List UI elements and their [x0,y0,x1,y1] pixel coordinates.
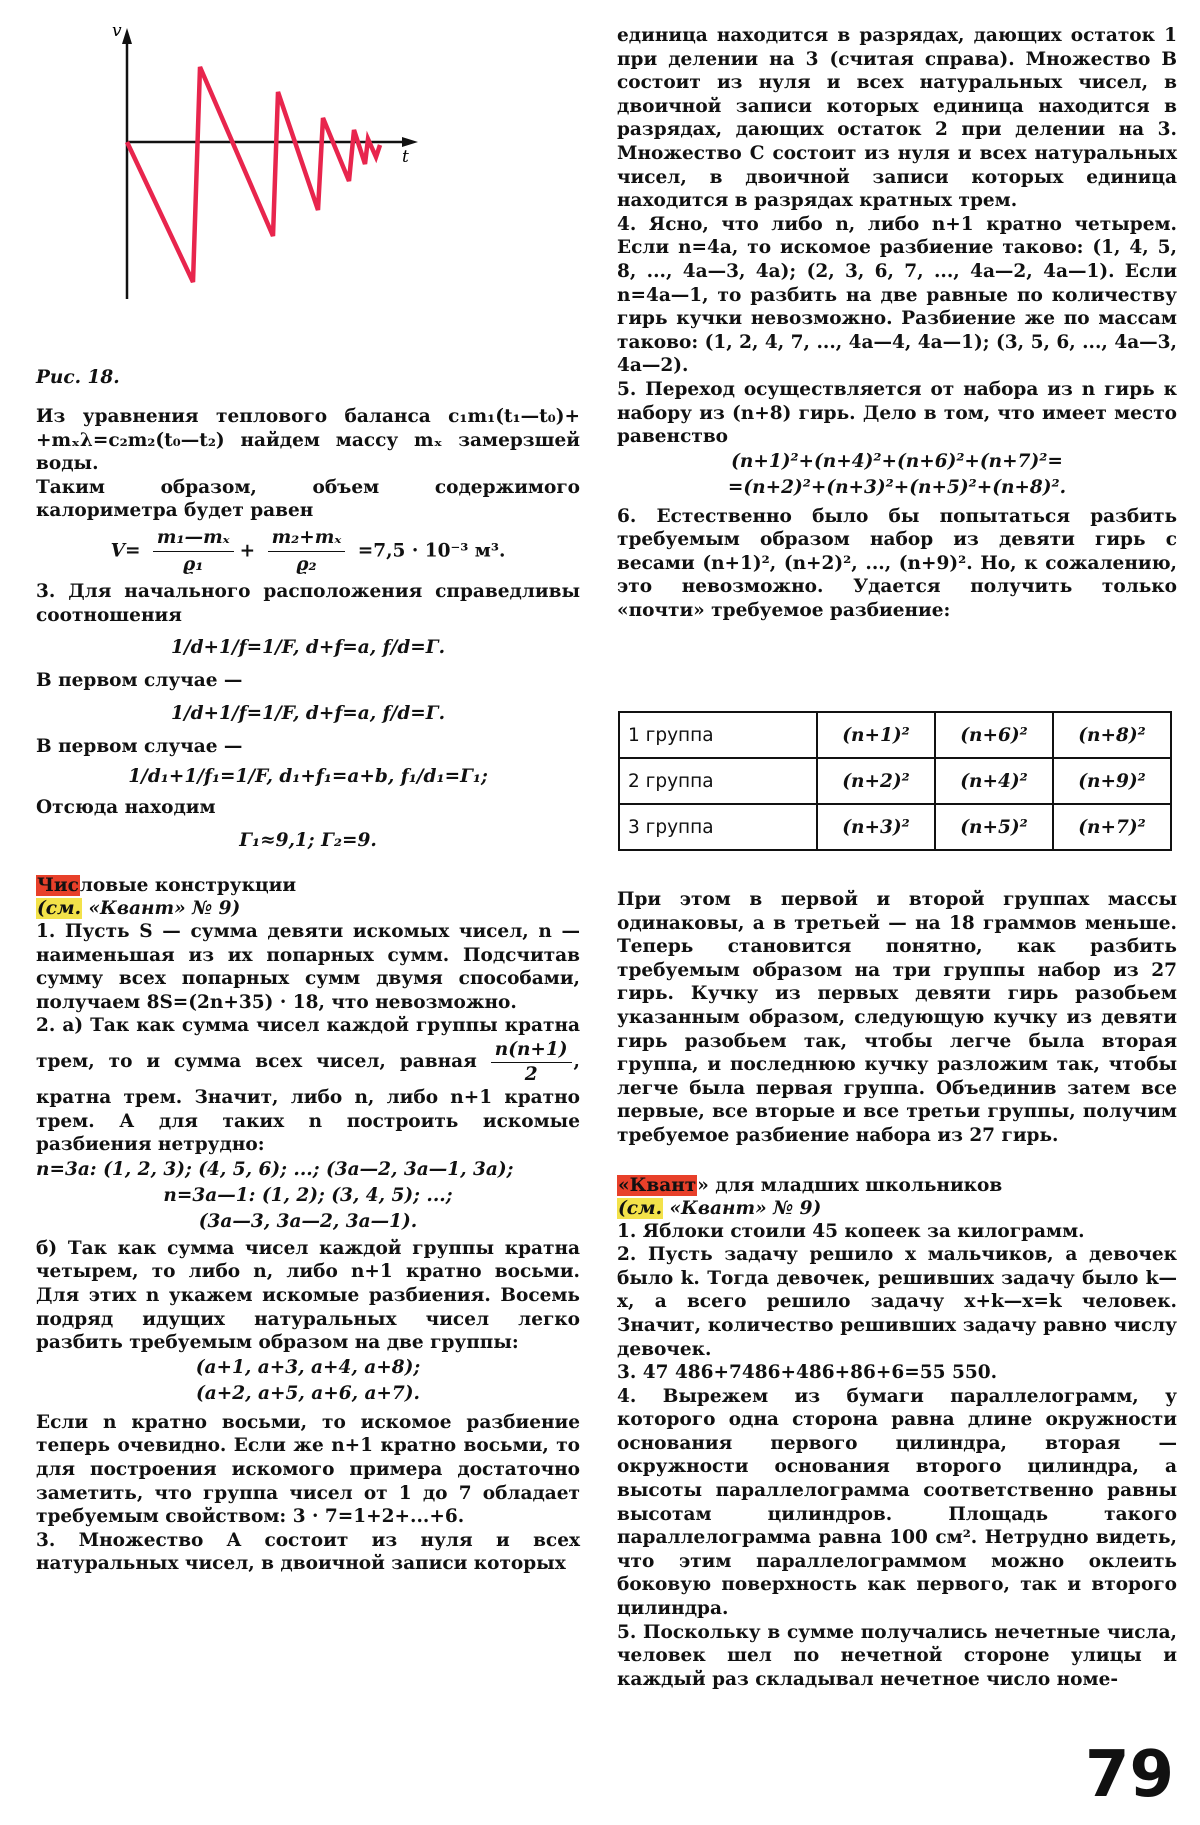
fraction-1-numerator: m₁—mₓ [153,525,234,552]
first-case-label-1: В первом случае — [36,670,243,692]
heading-text: ловые конструкции [79,874,297,896]
problem-3-intro: 3. Для начального расположения справедливы соотношения [36,580,580,626]
section-kvant-junior-heading [617,1174,1177,1197]
answer-6: 6. Естественно было бы попытаться разбить требуемым образом набор из девяти гирь с весами (n+1)², (n+2)², ..., (n+9)². Но, к сожалению, это невозможно. Удается получить только «почти» требуемое разбиение: [617,505,1177,622]
junior-answer-1: 1. Яблоки стоили 45 копеек за килограмм. [617,1220,1085,1242]
group-label: 1 группа [619,712,817,758]
first-case-label-2: В первом случае — [36,735,243,757]
section-reference [36,897,580,920]
junior-answer-2: 2. Пусть задачу решило x мальчиков, а девочек было k. Тогда девочек, решивших задачу было k—x, а всего решило задачу x+k—x=k человек. Значит, количество решивших задачу равно числу девочек. [617,1244,1177,1360]
junior-answer-5: 5. Поскольку в сумме получались нечетные числа, человек шел по нечетной стороне улицы и каждый раз складывал нечетное число номе- [617,1621,1177,1690]
table-cell: (n+2)² [817,758,935,804]
fraction-2-denominator: ϱ₂ [296,553,317,575]
hence-label: Отсюда находим [36,797,216,819]
lens-equation-2: 1/d+1/f=1/F, d+f=a, f/d=Г. [170,702,446,724]
magnification-result: Г₁≈9,1; Г₂=9. [239,829,377,851]
volume-fraction-1 [153,525,234,578]
t-axis-label: t [402,147,409,167]
figure-caption: Рис. 18. [36,367,120,388]
groups-table [618,711,1172,851]
answer-2b: б) Так как сумма чисел каждой группы кратна четырем, то либо n, либо n+1 кратно восьми. Для этих n укажем искомые разбиения. Восемь подряд идущих натуральных чисел легко разбить требуемым образом на две группы: [36,1237,580,1354]
group-label: 3 группа [619,804,817,850]
reference-text: «Квант» № 9) [663,1197,822,1219]
graph-axes [122,28,418,299]
volume-fraction-2 [268,525,346,578]
table-cell: (n+3)² [817,804,935,850]
heading-text: » для младших школьников [697,1174,1003,1196]
t-axis-arrow-icon [402,137,418,147]
answer-5-eq-2: =(n+2)²+(n+3)²+(n+5)²+(n+8)². [727,476,1067,498]
volume-equation: V= $\frac{\text{m₁—mₓ}}{\text{ϱ₁}}$ + $\frac{\text{m₂+mₓ}}{\text{ϱ₂}}$ =7,5 · 10⁻³ м³. [36,525,580,578]
right-column-top [617,24,1177,623]
table-cell: (n+5)² [935,804,1053,850]
table-cell: (n+8)² [1053,712,1171,758]
answer-2b-continuation: Если n кратно восьми, то искомое разбиение теперь очевидно. Если же n+1 кратно восьми, то для построения искомого примера достаточно заметить, что группа чисел от 1 до 7 обладает требуемым свойством: 3 · 7=1+2+...+6. [36,1411,580,1528]
left-column [36,405,580,1576]
heading-highlight: «Квант [618,1174,697,1196]
reference-text: «Квант» № 9) [82,897,241,919]
volume-paragraph: Таким образом, объем содержимого калориметра будет равен [36,476,580,522]
table-explanation: При этом в первой и второй группах массы одинаковы, а в третьей — на 18 граммов меньше. Теперь становится понятно, как разбить требуемым образом на три группы набор из 27 гирь. Кучку из первых девяти гирь разобьем указанным образом, следующую кучку из девяти гирь разобьем так, чтобы легче была вторая группа, и последнюю кучку разложим так, чтобы легче была первая группа. Объединив затем все первые, все вторые и все третьи группы, получим требуемое разбиение набора из 27 гирь. [617,889,1177,1146]
table-cell: (n+9)² [1053,758,1171,804]
table-row [619,712,1171,758]
answer-2a-eq-3: (3a—3, 3a—2, 3a—1). [198,1210,418,1232]
lens-equation-3: 1/d₁+1/f₁=1/F, d₁+f₁=a+b, f₁/d₁=Г₁; [128,766,488,788]
v-axis-label: v [112,21,122,41]
fraction-2-numerator: m₂+mₓ [268,525,346,552]
right-column-bottom [617,888,1177,1691]
table-cell: (n+4)² [935,758,1053,804]
figure-18-graph [36,14,456,314]
answer-1: 1. Пусть S — сумма девяти искомых чисел, n — наименьшая из их попарных сумм. Подсчитав сумму всех попарных сумм двумя способами, получаем 8S=(2n+35) · 18, что невозможно. [36,920,580,1013]
velocity-sawtooth-line [127,67,380,282]
section-reference [617,1197,1177,1220]
answer-3-continuation: единица находится в разрядах, дающих остаток 1 при делении на 3 (считая справа). Множество B состоит из нуля и всех натуральных чисел, в двоичной записи которых единица находится в разрядах, дающих остаток 2 при делении на 3. Множество C состоит из нуля и всех натуральных чисел, в двоичной записи которых единица находится в разрядах кратных трем. [617,25,1177,212]
v-axis-arrow-icon [122,28,132,44]
answer-5-eq-1: (n+1)²+(n+4)²+(n+6)²+(n+7)²= [731,450,1063,472]
table-cell: (n+7)² [1053,804,1171,850]
group-label: 2 группа [619,758,817,804]
table-row [619,804,1171,850]
table-cell: (n+1)² [817,712,935,758]
table-cell: (n+6)² [935,712,1053,758]
heading-highlight: Чис [37,874,79,896]
answer-2b-eq-2: (a+2, a+5, a+6, a+7). [195,1382,421,1404]
answer-2a [36,1014,580,1157]
answer-3-start: 3. Множество A состоит из нуля и всех натуральных чисел, в двоичной записи которых [36,1529,580,1575]
answer-5: 5. Переход осуществляется от набора из n гирь к набору из (n+8) гирь. Дело в том, что имеет место равенство [617,378,1177,448]
reference-highlight: (см. [37,897,82,919]
volume-eq-rhs: =7,5 · 10⁻³ м³. [357,540,506,562]
table-row [619,758,1171,804]
answer-2a-fraction [491,1038,572,1086]
answer-2a-start: 2. а) Так как сумма чисел каждой группы кратна трем, то и сумма всех чисел, равная [36,1015,580,1072]
answer-2a-end: , кратна трем. Значит, либо n, либо n+1 кратно трем. А для таких n построить искомые разбиения нетрудно: [36,1051,580,1156]
answer-2a-eq-1: n=3a: (1, 2, 3); (4, 5, 6); ...; (3a—2, 3a—1, 3a); [36,1158,514,1180]
page-number: 79 [1084,1738,1174,1812]
volume-eq-lhs: V= [110,540,141,562]
reference-highlight: (см. [618,1197,663,1219]
answer-2a-numerator: n(n+1) [491,1038,572,1063]
answer-2a-denominator: 2 [524,1063,538,1085]
answer-2b-eq-1: (a+1, a+3, a+4, a+8); [195,1356,421,1378]
junior-answer-3: 3. 47 486+7486+486+86+6=55 550. [617,1362,998,1384]
section-number-constructions-heading [36,874,580,897]
junior-answer-4: 4. Вырежем из бумаги параллелограмм, у которого одна сторона равна длине окружности основания первого цилиндра, вторая — окружности основания второго цилиндра, а высоты параллелограмма соответственно равны высотам цилиндров. Площадь такого параллелограмма равна 100 см². Нетрудно видеть, что этим параллелограммом можно оклеить боковую поверхность как первого, так и второго цилиндра. [617,1385,1177,1620]
lens-equation-1: 1/d+1/f=1/F, d+f=a, f/d=Г. [170,637,446,659]
answer-2a-eq-2: n=3a—1: (1, 2); (3, 4, 5); ...; [163,1184,453,1206]
heat-balance-paragraph: Из уравнения теплового баланса c₁m₁(t₁—t₀)+ +mₓλ=c₂m₂(t₀—t₂) найдем массу mₓ замерзшей воды. [36,406,580,475]
answer-4: 4. Ясно, что либо n, либо n+1 кратно четырем. Если n=4a, то искомое разбиение таково: (1, 4, 5, 8, ..., 4a—3, 4a); (2, 3, 6, 7, ..., 4a—2, 4a—1). Если n=4a—1, то разбить на две равные по количеству гирь кучки невозможно. Разбиение же по массам таково: (1, 2, 4, 7, ..., 4a—4, 4a—1); (3, 5, 6, ..., 4a—3, 4a—2). [617,213,1177,377]
fraction-1-denominator: ϱ₁ [183,553,204,575]
